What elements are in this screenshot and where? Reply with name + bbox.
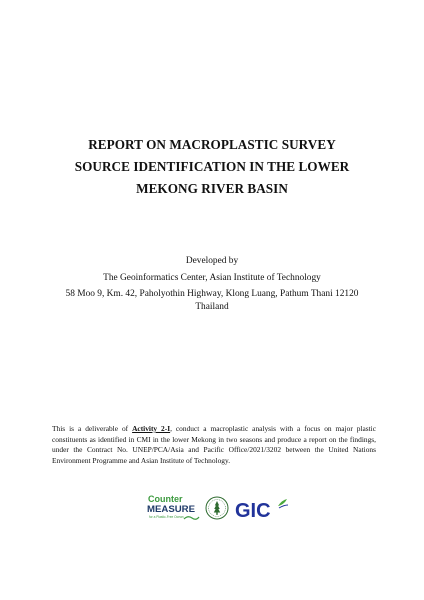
counter-measure-tagline: for a Plastic-Free Ocean	[149, 515, 184, 519]
organization-name: The Geoinformatics Center, Asian Institute of Technology	[103, 273, 321, 283]
deliverable-prefix: This is a deliverable of	[52, 424, 133, 433]
developed-by-label: Developed by	[185, 256, 239, 266]
title-line-1: REPORT ON MACROPLASTIC SURVEY	[88, 137, 336, 152]
ait-seal-icon	[205, 496, 229, 520]
counter-measure-line-2: MEASURE	[147, 504, 195, 515]
developed-by-block	[0, 255, 424, 314]
activity-reference: Activity 2-I	[132, 424, 171, 433]
report-title	[0, 134, 424, 200]
deliverable-text: , conduct a macroplastic analysis with a focus on major plastic constituents as identified in CMI in the lower Mekong in two seasons and produce a report on the findings, under the Contract No. UNEP/PCA/Asia and Pacific Office/2021/3202 between the United Nations Environment Programme and Asian Institute of Technology.	[52, 424, 377, 465]
title-line-2: SOURCE IDENTIFICATION IN THE LOWER	[74, 159, 350, 174]
address-line-2: Thailand	[195, 302, 229, 312]
gic-logo-text: GIC	[235, 500, 271, 522]
partner-logos	[0, 492, 424, 526]
gic-logo	[234, 495, 290, 523]
counter-measure-logo	[146, 493, 202, 523]
address-line-1: 58 Moo 9, Km. 42, Paholyothin Highway, Klong Luang, Pathum Thani 12120	[65, 289, 359, 299]
counter-measure-line-1: Counter	[148, 494, 183, 504]
title-line-3: MEKONG RIVER BASIN	[136, 181, 288, 196]
deliverable-statement	[52, 424, 376, 466]
